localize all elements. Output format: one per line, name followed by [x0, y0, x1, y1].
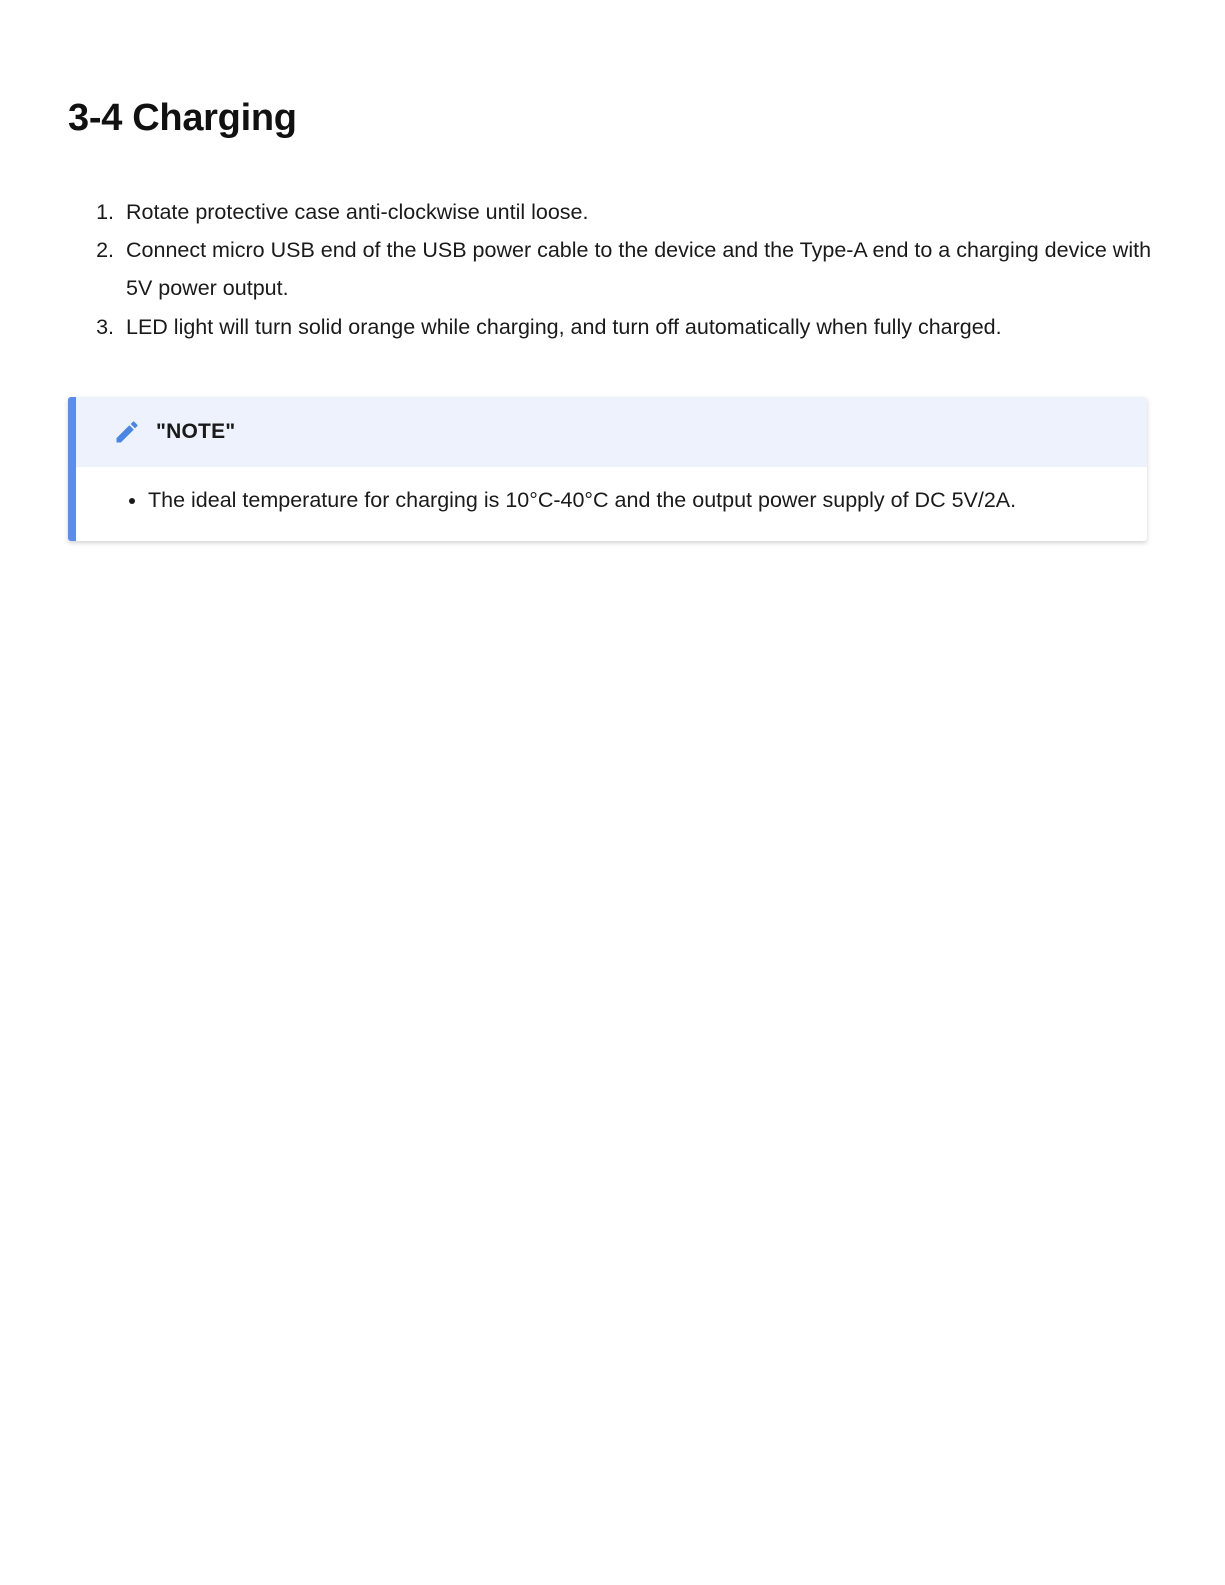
note-title: "NOTE" — [156, 419, 236, 443]
note-callout — [68, 397, 1147, 541]
instruction-step-list — [68, 194, 1157, 347]
note-accent-bar — [68, 397, 76, 541]
list-item: 3. LED light will turn solid orange while charging, and turn off automatically when fully charged. — [120, 309, 1157, 347]
page-title: 3-4 Charging — [68, 97, 297, 139]
list-item: 2. Connect micro USB end of the USB power cable to the device and the Type-A end to a charging device with 5V power output. — [120, 232, 1157, 308]
note-item-list — [112, 483, 1117, 517]
note-header — [68, 397, 1147, 467]
list-item: • The ideal temperature for charging is 10°C-40°C and the output power supply of DC 5V/2A. — [148, 483, 1117, 517]
list-item: 1. Rotate protective case anti-clockwise until loose. — [120, 194, 1157, 232]
note-body — [68, 467, 1147, 541]
pencil-icon — [112, 417, 142, 447]
